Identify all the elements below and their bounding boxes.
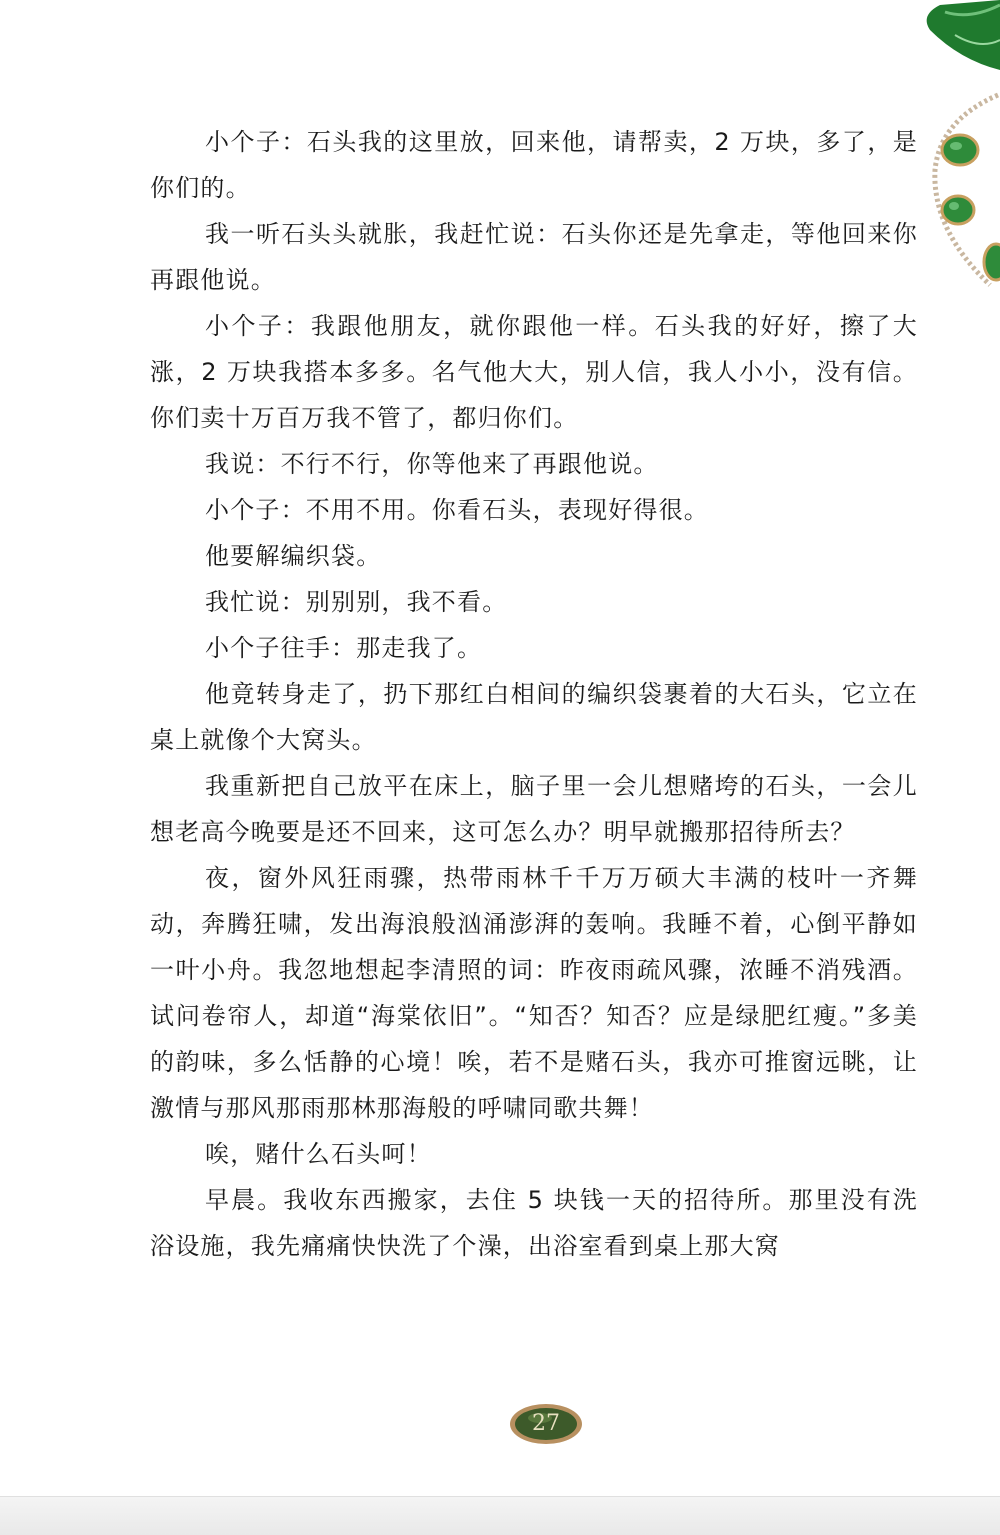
page-bottom-edge (0, 1496, 1000, 1535)
paragraph: 小个子：石头我的这里放，回来他，请帮卖，2 万块，多了，是你们的。 (150, 128, 918, 202)
paragraph: 我一听石头头就胀，我赶忙说：石头你还是先拿走，等他回来你再跟他说。 (150, 220, 918, 294)
paragraph: 夜，窗外风狂雨骤，热带雨林千千万万硕大丰满的枝叶一齐舞动，奔腾狂啸，发出海浪般汹涌澎湃的轰响。我睡不着，心倒平静如一叶小舟。我忽地想起李清照的词：昨夜雨疏风骤，浓睡不消残酒。试问卷帘人，却道“海棠依旧”。“知否？知否？应是绿肥红瘦。”多美的韵味，多么恬静的心境！唉，若不是赌石头，我亦可推窗远眺，让激情与那风那雨那林那海般的呼啸同歌共舞！ (150, 864, 918, 1122)
paragraph: 小个子：不用不用。你看石头，表现好得很。 (205, 496, 709, 524)
body-text (150, 119, 918, 1269)
page-number: 27 (532, 1411, 560, 1436)
paragraph: 早晨。我收东西搬家，去住 5 块钱一天的招待所。那里没有洗浴设施，我先痛痛快快洗了个澡，出浴室看到桌上那大窝 (150, 1186, 918, 1260)
paragraph: 小个子：我跟他朋友，就你跟他一样。石头我的好好，擦了大涨，2 万块我搭本多多。名气他大大，别人信，我人小小，没有信。你们卖十万百万我不管了，都归你们。 (150, 312, 918, 432)
paragraph: 我忙说：别别别，我不看。 (205, 588, 508, 616)
paragraph: 我重新把自己放平在床上，脑子里一会儿想赌垮的石头，一会儿想老高今晚要是还不回来，这可怎么办？明早就搬那招待所去？ (150, 772, 918, 846)
paragraph: 他要解编织袋。 (205, 542, 382, 570)
paragraph: 我说：不行不行，你等他来了再跟他说。 (205, 450, 659, 478)
paragraph: 唉，赌什么石头呵！ (205, 1140, 432, 1168)
paragraph: 他竟转身走了，扔下那红白相间的编织袋裹着的大石头，它立在桌上就像个大窝头。 (150, 680, 918, 754)
paragraph: 小个子往手：那走我了。 (205, 634, 483, 662)
